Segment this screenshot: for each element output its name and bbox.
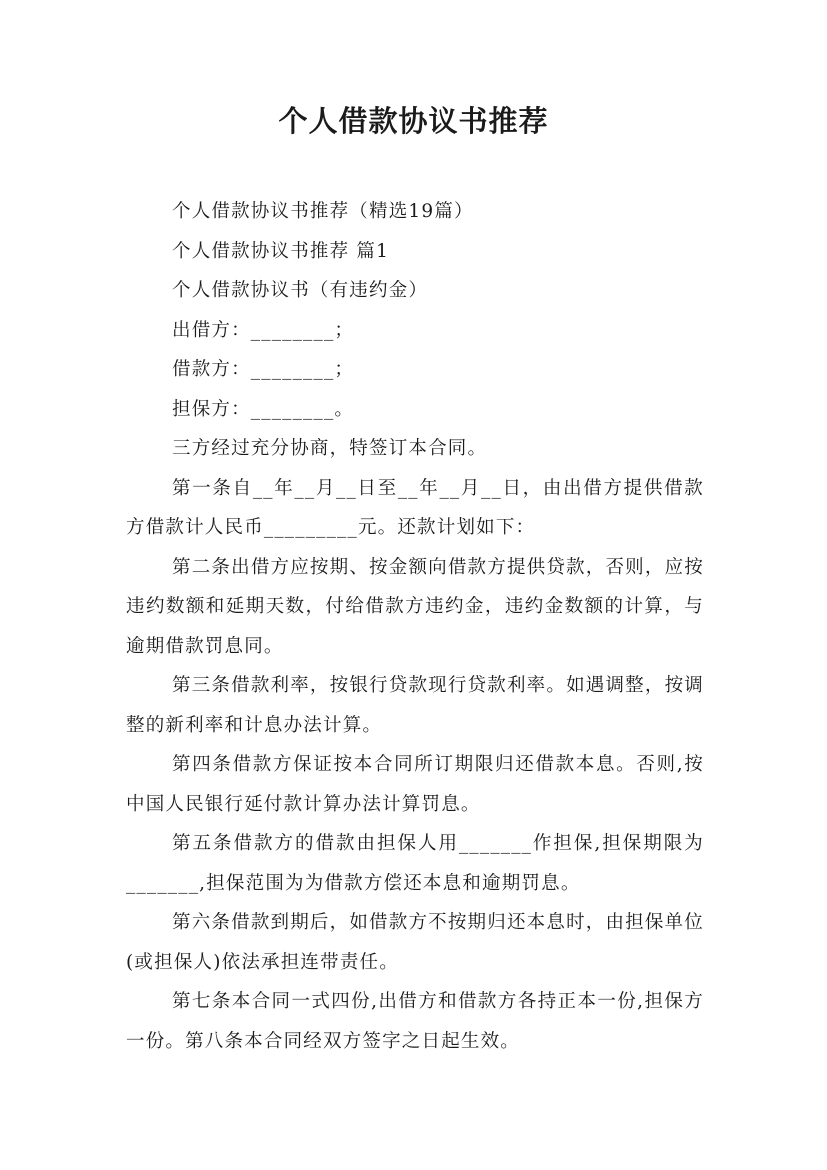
subtitle-line: 个人借款协议书推荐（精选19篇）: [172, 201, 474, 222]
article-1: 第一条自__年__月__日至__年__月__日，由出借方提供借款方借款计人民币_________元。还款计划如下：: [126, 477, 704, 538]
article-3: 第三条借款利率，按银行贷款现行贷款利率。如遇调整，按调整的新利率和计息办法计算。: [126, 675, 704, 736]
borrower-field: 借款方：________；: [172, 359, 355, 380]
document-body: [126, 192, 704, 1061]
article-4: 第四条借款方保证按本合同所订期限归还借款本息。否则,按中国人民银行延付款计算办法计算罚息。: [126, 754, 704, 815]
preamble-line: 三方经过充分协商，特签订本合同。: [172, 438, 488, 459]
lender-field: 出借方：________；: [172, 319, 355, 341]
section-heading: 个人借款协议书推荐 篇1: [172, 240, 390, 262]
article-2: 第二条出借方应按期、按金额向借款方提供贷款，否则，应按违约数额和延期天数，付给借款方违约金，违约金数额的计算，与逾期借款罚息同。: [126, 556, 704, 657]
article-5: 第五条借款方的借款由担保人用_______作担保,担保期限为_______,担保范围为为借款方偿还本息和逾期罚息。: [126, 833, 704, 894]
agreement-name: 个人借款协议书（有违约金）: [172, 280, 429, 301]
article-6: 第六条借款到期后，如借款方不按期归还本息时，由担保单位(或担保人)依法承担连带责任。: [126, 912, 704, 973]
guarantor-field: 担保方：________。: [172, 398, 355, 420]
document-title: 个人借款协议书推荐: [278, 104, 549, 138]
article-7-8: 第七条本合同一式四份,出借方和借款方各持正本一份,担保方一份。第八条本合同经双方签字之日起生效。: [126, 991, 704, 1052]
